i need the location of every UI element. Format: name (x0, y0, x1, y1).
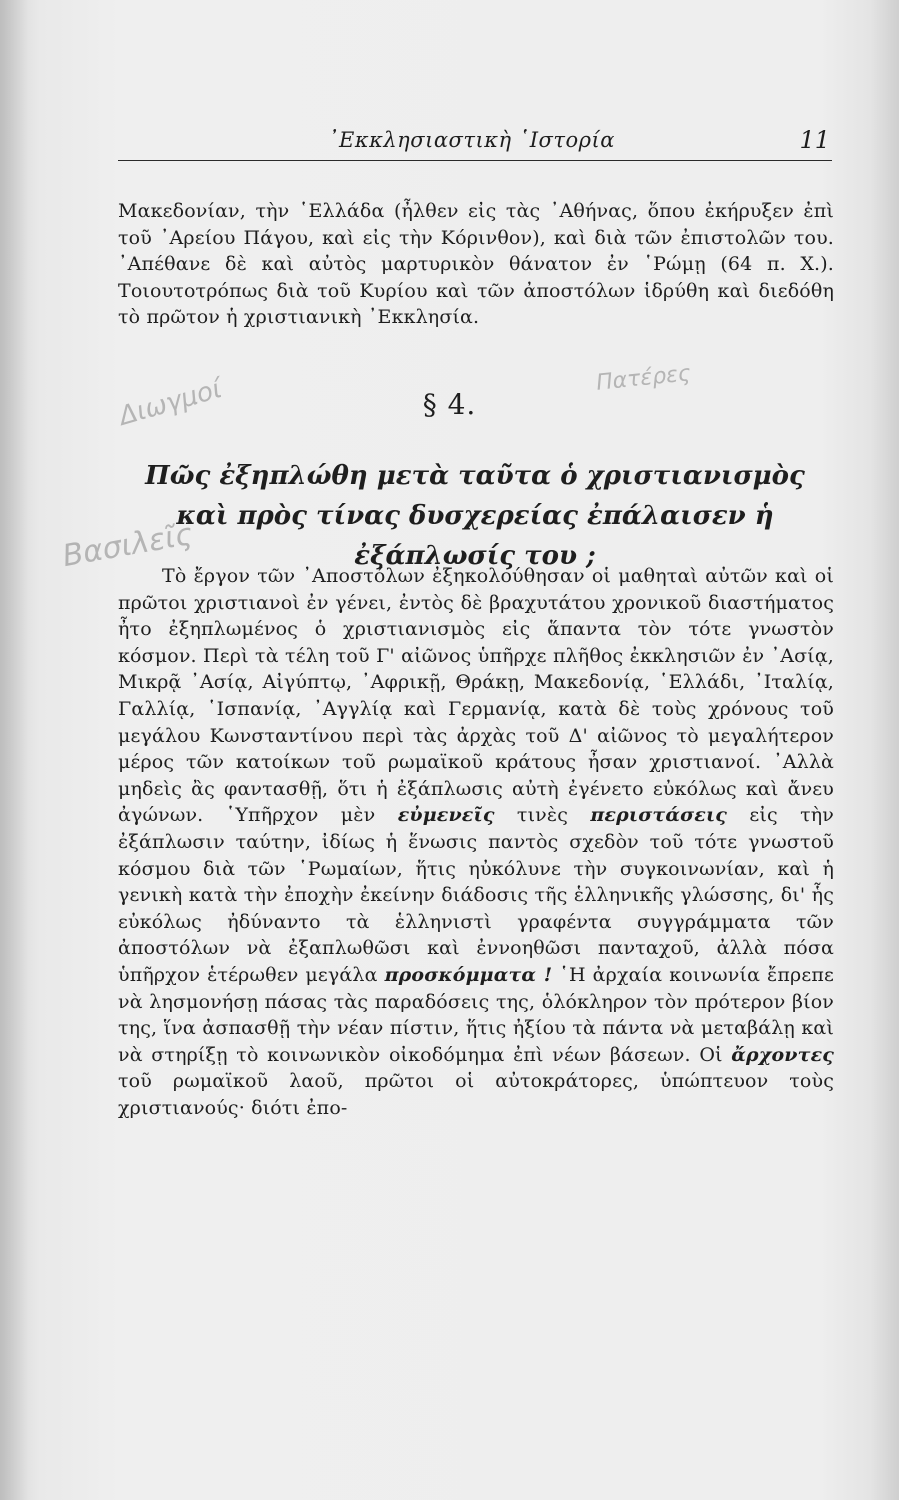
body-text-part: ῾Υπῆρχον μὲν (225, 804, 376, 827)
body-text-part: τινὲς (516, 804, 569, 827)
page-number: 11 (799, 126, 830, 154)
emphasis: προσκόμματα ! (384, 963, 553, 986)
emphasis: περιστάσεις (590, 804, 728, 827)
paragraph-top-text: Μακεδονίαν, τὴν ῾Ελλάδα (ἦλθεν εἰς τὰς ᾿Αθήνας, ὅπου ἐκήρυξεν ἐπὶ τοῦ ᾿Αρείου Πάγου, καὶ εἰς τὴν Κόρινθον), καὶ διὰ τῶν ἐπιστολῶν του. ᾿Απέθανε δὲ καὶ αὐτὸς μαρτυρικὸν θάνατον ἐν ῾Ρώμῃ (64 π. Χ.). Τοιουτοτρόπως διὰ τοῦ Κυρίου καὶ τῶν ἀποστόλων ἱδρύθη καὶ διεδόθη τὸ πρῶτον ἡ χριστιανικὴ ᾿Εκκλησία. (118, 200, 834, 329)
body-text-part: ῾Η ἀρχαία κοινωνία ἔπρεπε νὰ λησμονήσῃ πάσας τὰς παραδόσεις της, ὁλόκληρον τὸν πρότερον βίον της, ἵνα ἀσπασθῇ τὴν νέαν πίστιν, ἥτις ἠξίου τὰ πάντα νὰ μεταβάλῃ καὶ νὰ στηρίξῃ τὸ κοινωνικὸν οἰκοδόμημα ἐπὶ νέων βάσεων. Οἱ (118, 963, 834, 1066)
running-header (118, 120, 832, 161)
body-text-part: τοῦ ρωμαϊκοῦ λαοῦ, πρῶτοι οἱ αὐτοκράτορες, ὑπώπτευον τοὺς χριστιανούς· διότι ἐπο- (118, 1070, 834, 1119)
pencil-annotation: Διωγμοί (115, 374, 226, 432)
running-title: ᾿Εκκλησιαστικὴ ῾Ιστορία (328, 128, 615, 152)
body-text (118, 563, 834, 1121)
emphasis: εὐμενεῖς (397, 804, 495, 827)
pencil-annotation: Βασιλεῖς (59, 516, 196, 575)
emphasis: ἄρχοντες (731, 1043, 834, 1066)
body-text-part: εἰς τὴν ἐξάπλωσιν ταύτην, ἰδίως ἡ ἕνωσις παντὸς σχεδὸν τοῦ τότε γνωστοῦ κόσμου διὰ τῶν ῾Ρωμαίων, ἥτις ηὐκόλυνε τὴν συγκοινωνίαν, καὶ ἡ γενικὴ κατὰ τὴν ἐποχὴν ἐκείνην διάδοσις τῆς ἑλληνικῆς γλώσσης, δι' ἧς εὐκόλως ἠδύναντο τὰ ἑλληνιστὶ γραφέντα συγγράμματα τῶν ἀποστόλων νὰ ἐξαπλωθῶσι καὶ ἐννοηθῶσι πανταχοῦ, ἀλλὰ πόσα ὑπῆρχον ἑτέρωθεν μεγάλα (118, 804, 834, 986)
section-body (118, 563, 834, 1121)
binding-shadow (0, 0, 28, 1500)
body-text-part: Τὸ ἔργον τῶν ᾿Αποστόλων ἐξηκολούθησαν οἱ μαθηταὶ αὐτῶν καὶ οἱ πρῶτοι χριστιανοὶ ἐν γένει, ἐντὸς δὲ βραχυτάτου χρονικοῦ διαστήματος ἦτο ἐξηπλωμένος ὁ χριστιανισμὸς εἰς ἅπαντα τὸν τότε γνωστὸν κόσμον. Περὶ τὰ τέλη τοῦ Γ' αἰῶνος ὑπῆρχε πλῆθος ἐκκλησιῶν ἐν ᾿Ασίᾳ, Μικρᾷ ᾿Ασίᾳ, Αἰγύπτῳ, ᾿Αφρικῇ, Θράκῃ, Μακεδονίᾳ, ῾Ελλάδι, ᾿Ιταλίᾳ, Γαλλίᾳ, ῾Ισπανίᾳ, ᾿Αγγλίᾳ καὶ Γερμανίᾳ, κατὰ δὲ τοὺς χρόνους τοῦ μεγάλου Κωνσταντίνου περὶ τὰς ἀρχὰς τοῦ Δ' αἰῶνος τὸ μεγαλήτερον μέρος τῶν κατοίκων τοῦ ρωμαϊκοῦ κράτους ἦσαν χριστιανοί. ᾿Αλλὰ μηδεὶς ἂς φαντασθῇ, ὅτι ἡ ἐξάπλωσις αὐτὴ ἐγένετο εὐκόλως καὶ ἄνευ ἀγώνων. (118, 565, 834, 827)
paragraph-top (118, 198, 834, 331)
section-number: § 4. (422, 388, 477, 421)
section-heading: Πῶς ἐξηπλώθη μετὰ ταῦτα ὁ χριστιανισμὸς καὶ πρὸς τίνας δυσχερείας ἐπάλαισεν ἡ ἐξάπλωσίς του ; (145, 461, 805, 571)
pencil-annotation: Πατέρες (594, 361, 692, 396)
